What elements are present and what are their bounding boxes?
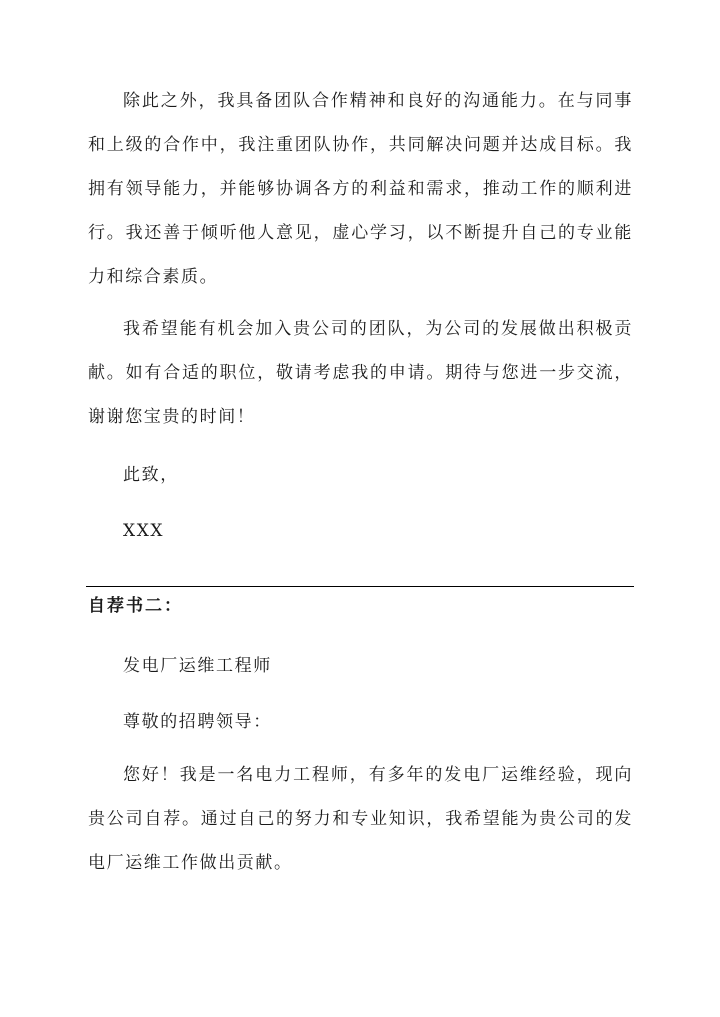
paragraph-teamwork: 除此之外，我具备团队合作精神和良好的沟通能力。在与同事和上级的合作中，我注重团队协作，共同解决问题并达成目标。我拥有领导能力，并能够协调各方的利益和需求，推动工作的顺利进行。我还善于倾听他人意见，虚心学习，以不断提升自己的专业能力和综合素质。	[88, 91, 633, 287]
section-divider	[86, 586, 634, 587]
paragraph-intro: 您好！我是一名电力工程师，有多年的发电厂运维经验，现向贵公司自荐。通过自己的努力和专业知识，我希望能为贵公司的发电厂运维工作做出贡献。	[88, 765, 633, 873]
signature: XXX	[123, 521, 165, 541]
paragraph-hope: 我希望能有机会加入贵公司的团队，为公司的发展做出积极贡献。如有合适的职位，敬请考虑我的申请。期待与您进一步交流，谢谢您宝贵的时间！	[88, 319, 633, 427]
position-title: 发电厂运维工程师	[123, 656, 272, 676]
salutation: 尊敬的招聘领导：	[123, 712, 272, 732]
closing-line: 此致，	[123, 465, 179, 485]
section-heading: 自荐书二：	[88, 596, 183, 616]
